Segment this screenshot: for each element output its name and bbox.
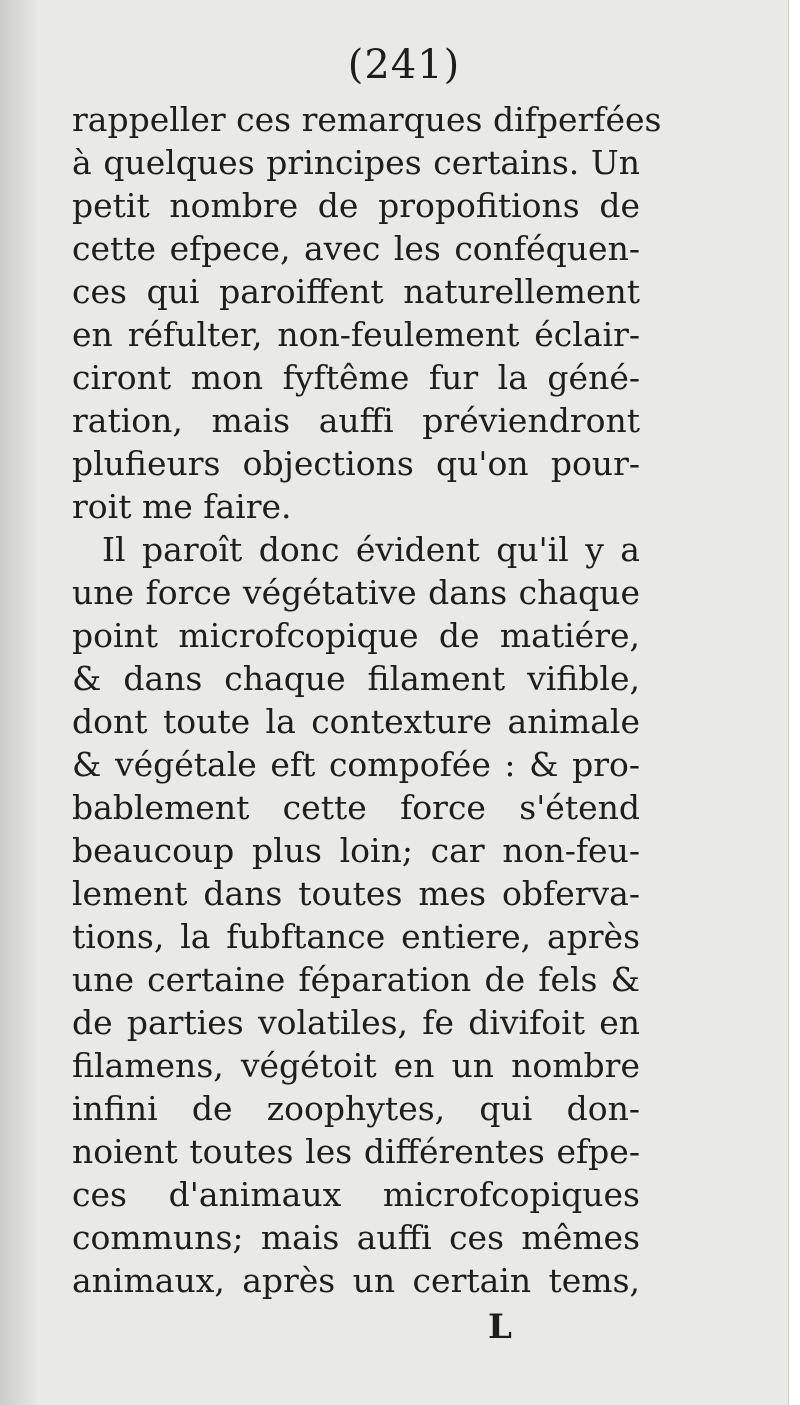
text-line: une certaine féparation de fels & xyxy=(72,960,640,999)
text-line: ciront mon fyftême fur la géné- xyxy=(72,358,640,397)
text-line: tions, la fubftance entiere, après xyxy=(72,917,640,956)
text-line: animaux, après un certain tems, xyxy=(72,1261,640,1300)
paragraph xyxy=(72,98,662,528)
paragraph xyxy=(72,528,640,1302)
text-line: une force végétative dans chaque xyxy=(72,573,640,612)
text-line: filamens, végétoit en un nombre xyxy=(72,1046,640,1085)
text-line: noient toutes les différentes efpe- xyxy=(72,1132,640,1171)
text-line: rappeller ces remarques difperfées xyxy=(72,100,662,139)
text-line: plufieurs objections qu'on pour- xyxy=(72,444,640,483)
text-line: point microfcopique de matiére, xyxy=(72,616,640,655)
text-line: dont toute la contexture animale xyxy=(72,702,640,741)
page-number: (241) xyxy=(347,42,461,88)
text-line: communs; mais auffi ces mêmes xyxy=(72,1218,640,1257)
page-gutter-shadow xyxy=(0,0,40,1405)
text-line: & dans chaque filament vifible, xyxy=(72,659,640,698)
text-line: ces d'animaux microfcopiques xyxy=(72,1175,640,1214)
text-line: petit nombre de propofitions de xyxy=(72,186,640,225)
text-line: ration, mais auffi préviendront xyxy=(72,401,640,440)
text-line: bablement cette force s'étend xyxy=(72,788,640,827)
text-line: cette efpece, avec les conféquen- xyxy=(72,229,640,268)
signature-mark: L xyxy=(488,1307,512,1347)
page-text xyxy=(72,98,662,1302)
text-line: roit me faire. xyxy=(72,487,292,526)
text-line: Il paroît donc évident qu'il y a xyxy=(102,530,640,569)
text-line: à quelques principes certains. Un xyxy=(72,143,640,182)
text-line: & végétale eft compofée : & pro- xyxy=(72,745,640,784)
text-line: ces qui paroiffent naturellement xyxy=(72,272,640,311)
text-line: beaucoup plus loin; car non-feu- xyxy=(72,831,640,870)
text-line: en réfulter, non-feulement éclair- xyxy=(72,315,640,354)
text-line: de parties volatiles, fe divifoit en xyxy=(72,1003,640,1042)
text-line: infini de zoophytes, qui don- xyxy=(72,1089,640,1128)
text-line: lement dans toutes mes obfervа- xyxy=(72,874,640,913)
